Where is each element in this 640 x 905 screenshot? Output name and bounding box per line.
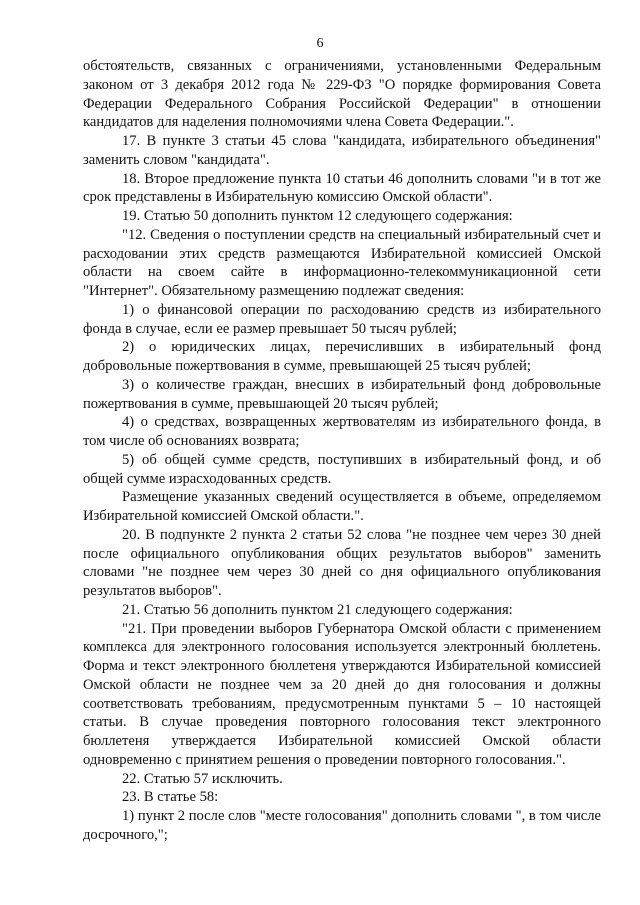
paragraph-item-21: 21. Статью 56 дополнить пунктом 21 следующего содержания:: [122, 601, 513, 618]
paragraph-subitem-2: 2) о юридических лицах, перечисливших в избирательный фонд добровольные пожертвования в сумме, превышающей 25 тысяч рублей;: [83, 339, 601, 374]
paragraph-item-22: 22. Статью 57 исключить.: [122, 770, 283, 787]
paragraph-item-17: 17. В пункте 3 статьи 45 слова "кандидата, избирательного объединения" заменить словом "кандидата".: [83, 133, 601, 168]
paragraph-continuation: обстоятельств, связанных с ограничениями, установленными Федеральным законом от 3 декабря 2012 года № 229-ФЗ "О порядке формирования Совета Федерации Федерального Собрания Российской Федерации" в отношении кандидатов для наделения полномочиями члена Совета Федерации.".: [83, 58, 601, 131]
paragraph-item-23: 23. В статье 58:: [122, 789, 219, 806]
paragraph-subitem-3: 3) о количестве граждан, внесших в избирательный фонд добровольные пожертвования в сумме, превышающей 20 тысяч рублей;: [83, 376, 601, 412]
paragraph-subitem-4: 4) о средствах, возвращенных жертвователям из избирательного фонда, в том числе об основаниях возврата;: [83, 414, 601, 449]
paragraph-item-19: 19. Статью 50 дополнить пунктом 12 следующего содержания:: [122, 208, 513, 224]
paragraph-subitem-1: 1) о финансовой операции по расходованию средств из избирательного фонда в случае, если ее размер превышает 50 тысяч рублей;: [83, 301, 601, 337]
paragraph-clause-21: "21. При проведении выборов Губернатора Омской области с применением комплекса для электронного голосования используется электронный бюллетень. Форма и текст электронного бюллетеня утверждаются Избирательной комиссией Омской области не позднее чем за 20 дней до дня голосования и должны соответствовать требованиям, предусмотренным пунктами 5 – 10 настоящей статьи. В случае проведения повторного голосования текст электронного бюллетеня утверждается Избирательной комиссией Омской области одновременно с принятием решения о проведении повторного голосования.".: [83, 620, 601, 768]
paragraph-subitem-5: 5) об общей сумме средств, поступивших в избирательный фонд, и об общей сумме израсходованных средств.: [83, 451, 601, 487]
paragraph-item-18: 18. Второе предложение пункта 10 статьи 46 дополнить словами "и в тот же срок представлены в Избирательную комиссию Омской области".: [83, 170, 601, 206]
paragraph-item-23-subitem-1: 1) пункт 2 после слов "месте голосования" дополнить словами ", в том числе досрочного,";: [83, 808, 601, 843]
page-number: 6: [316, 36, 324, 51]
paragraph-item-20: 20. В подпункте 2 пункта 2 статьи 52 слова "не позднее чем через 30 дней после официального опубликования общих результатов выборов" заменить словами "не позднее чем через 30 дней со дня официального опубликования результатов выборов".: [83, 526, 601, 599]
document-body: [83, 57, 601, 845]
paragraph-clause-12: "12. Сведения о поступлении средств на специальный избирательный счет и расходовании этих средств размещаются Избирательной комиссией Омской области на своем сайте в информационно-телекоммуникационной сети "Интернет". Обязательному размещению подлежат сведения:: [83, 226, 601, 299]
paragraph-publication-note: Размещение указанных сведений осуществляется в объеме, определяемом Избирательной комиссией Омской области.".: [83, 489, 601, 524]
